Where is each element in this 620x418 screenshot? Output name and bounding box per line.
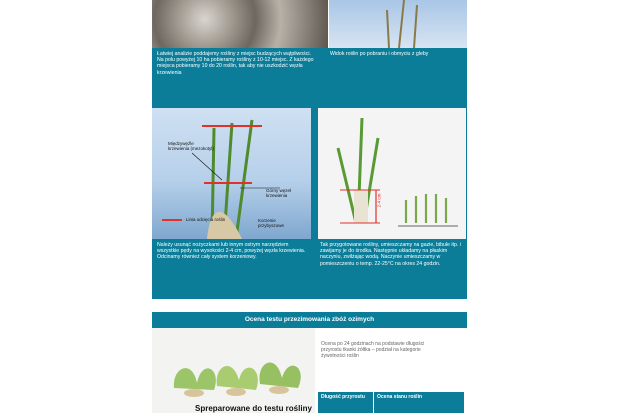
cut-line-label: Linia odcięcia roślin xyxy=(186,217,226,222)
table-divider xyxy=(373,392,374,413)
plant-stems-graphic xyxy=(329,0,467,48)
plant-rosettes-graphic xyxy=(152,328,315,413)
table-header-status: Ocena stanu roślin xyxy=(377,394,423,400)
evaluation-note: Ocena po 24 godzinach na podstawie długości przyrostu tkanki żółtka – podział na kategorie żywotności roślin xyxy=(321,341,425,359)
top-caption-panel xyxy=(152,48,467,108)
soil-sample-photo xyxy=(152,0,328,48)
middle-caption-left: Należy usunąć nożyczkami lub innym ostrym narzędziem wszystkie pędy na wysokości 2-4 cm, powyżej węzła krzewienia. Odcinamy również cały system korzeniowy. xyxy=(157,242,306,261)
top-caption-left: Łatwiej analizie poddajemy rośliny z miejsc budzących wątpliwości. Na polu powyżej 10 ha pobieramy rośliny z 10-12 miejsc. Z każdego miejsca pobieramy 10 do 20 roślin, tak aby nie uszkodzić węzła krzewienia xyxy=(157,51,314,76)
section-header: Ocena testu przezimowania zbóż ozimych xyxy=(152,312,467,328)
length-label: 2-4 cm xyxy=(376,193,382,208)
measured-plant-graphic xyxy=(318,108,466,239)
middle-caption-right: Tak przygotowane rośliny, umieszczamy na gazie, bibule itp. i zawijamy je do środka. Następnie układamy na płaskim naczyniu, zwilżając wodą. Naczynie umieszczamy w pomieszczeniu o temp. 22-25°C na okres 24 godzin. xyxy=(320,242,461,267)
adventitious-roots-label: Korzenie przybyszowe xyxy=(258,218,285,228)
washed-plants-photo xyxy=(329,0,467,48)
prepared-plant-photo xyxy=(318,108,466,239)
table-header-length: Długość przyrostu xyxy=(321,394,365,400)
mesocotyl-label: Międzywęźle krzewienia (mezokotyl) xyxy=(168,141,214,151)
prepared-plants-caption: Spreparowane do testu rośliny xyxy=(195,404,312,413)
upper-node-label: Górny węzeł krzewienia xyxy=(266,188,292,198)
evaluation-table xyxy=(318,392,464,413)
top-caption-right: Widok roślin po pobraniu i obmyciu z gleby xyxy=(330,51,429,57)
prepared-plants-photo xyxy=(152,328,315,413)
